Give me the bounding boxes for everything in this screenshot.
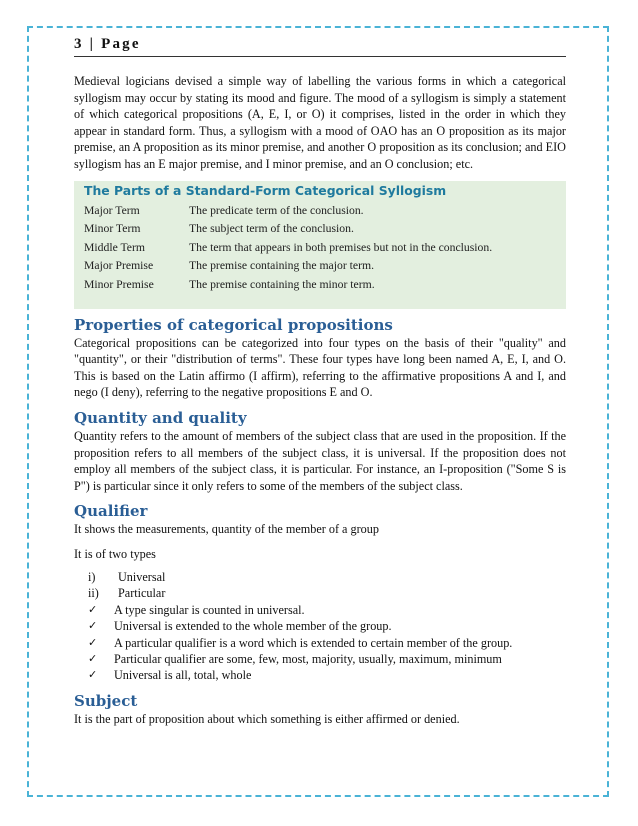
checkmark-icon: ✓ bbox=[88, 602, 98, 616]
qualifier-bullets bbox=[74, 602, 566, 684]
list-item bbox=[88, 667, 566, 683]
quantity-paragraph: Quantity refers to the amount of members of the subject class that are used in the proposition. If the proposition refers to all members of the subject class, it is universal. If the proposition does not employ all members of the subject class, it is particular. For instance, an I-proposition ("Some S is P") is particular since it only refers to some of the members of the subject class. bbox=[74, 428, 566, 493]
checkmark-icon: ✓ bbox=[88, 635, 98, 649]
table-row bbox=[84, 222, 556, 237]
list-item bbox=[88, 635, 566, 651]
list-label: Universal bbox=[118, 569, 166, 584]
bullet-text: Particular qualifier are some, few, most, majority, usually, maximum, minimum bbox=[114, 651, 502, 666]
list-item bbox=[88, 602, 566, 618]
table-definition: The term that appears in both premises but not in the conclusion. bbox=[189, 240, 493, 254]
checkmark-icon: ✓ bbox=[88, 668, 98, 682]
bullet-text: A type singular is counted in universal. bbox=[114, 602, 305, 617]
quantity-heading: Quantity and quality bbox=[74, 408, 247, 427]
list-label: Particular bbox=[118, 586, 166, 601]
table-term: Middle Term bbox=[84, 240, 145, 254]
table-term: Minor Premise bbox=[84, 277, 154, 291]
bullet-text: A particular qualifier is a word which is extended to certain member of the group. bbox=[114, 635, 513, 650]
checkmark-icon: ✓ bbox=[88, 619, 98, 633]
qualifier-line-2: It is of two types bbox=[74, 546, 156, 561]
list-item bbox=[88, 618, 566, 634]
table-definition: The premise containing the minor term. bbox=[189, 277, 375, 291]
page-header: 3 | Page bbox=[74, 36, 566, 57]
properties-paragraph: Categorical propositions can be categorized into four types on the basis of their "quality" and "quantity", or their "distribution of terms". These four types have long been named A, E, I, and O. This is based on the Latin affirmo (I affirm), referring to the affirmative propositions A and I, and nego (I deny), referring to the negative propositions E and O. bbox=[74, 335, 566, 400]
table-row bbox=[84, 241, 556, 256]
list-number: ii) bbox=[88, 586, 99, 601]
intro-paragraph: Medieval logicians devised a simple way of labelling the various forms in which a categorical syllogism may occur by stating its mood and figure. The mood of a syllogism is simply a statement of which categorical propositions (A, E, I, or O) it comprises, listed in the order in which they appear in standard form. Thus, a syllogism with a mood of OAO has an O proposition as its major premise, an A proposition as its minor premise, and another O proposition as its conclusion; and EIO syllogism has an E major premise, and I minor premise, and an O conclusion; etc. bbox=[74, 74, 566, 171]
page-content bbox=[74, 36, 566, 727]
subject-paragraph: It is the part of proposition about which something is either affirmed or denied. bbox=[74, 711, 460, 726]
syllogism-parts-table bbox=[74, 181, 566, 309]
qualifier-line-1: It shows the measurements, quantity of the member of a group bbox=[74, 522, 379, 537]
table-definition: The predicate term of the conclusion. bbox=[189, 203, 364, 217]
list-item bbox=[74, 569, 566, 586]
table-title: The Parts of a Standard-Form Categorical Syllogism bbox=[84, 182, 447, 198]
subject-heading: Subject bbox=[74, 691, 138, 710]
table-row bbox=[84, 278, 556, 293]
list-item bbox=[74, 585, 566, 602]
table-term: Major Premise bbox=[84, 259, 154, 273]
table-row bbox=[84, 259, 556, 274]
table-term: Major Term bbox=[84, 203, 140, 217]
bullet-text: Universal is all, total, whole bbox=[114, 668, 252, 683]
checkmark-icon: ✓ bbox=[88, 651, 98, 665]
table-definition: The premise containing the major term. bbox=[189, 259, 374, 273]
properties-heading: Properties of categorical propositions bbox=[74, 315, 393, 334]
bullet-text: Universal is extended to the whole member of the group. bbox=[114, 619, 392, 634]
qualifier-heading: Qualifier bbox=[74, 502, 148, 521]
table-row bbox=[84, 204, 556, 219]
list-item bbox=[88, 651, 566, 667]
table-definition: The subject term of the conclusion. bbox=[189, 222, 354, 236]
list-number: i) bbox=[88, 569, 96, 584]
table-term: Minor Term bbox=[84, 222, 141, 236]
qualifier-types-list bbox=[74, 569, 566, 602]
